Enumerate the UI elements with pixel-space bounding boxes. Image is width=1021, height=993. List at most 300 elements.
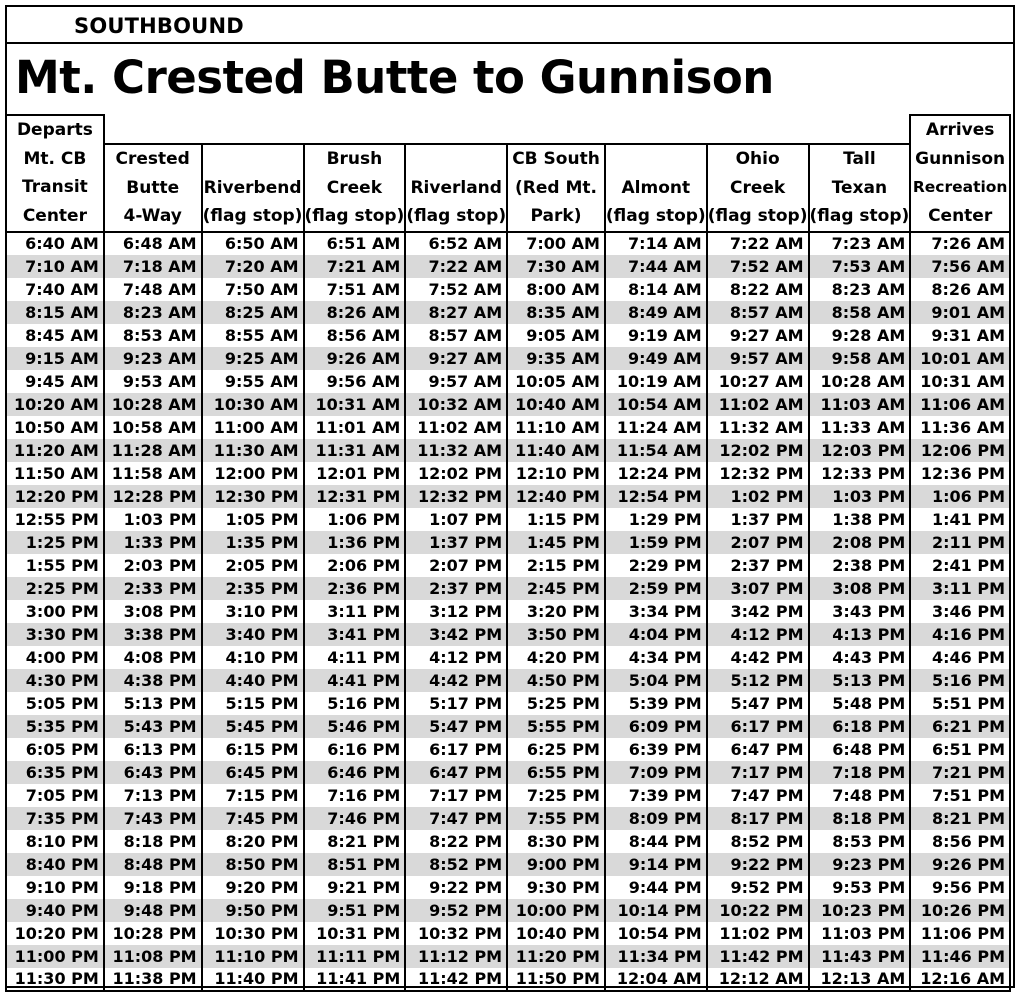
time-cell: 4:20 PM	[507, 646, 605, 669]
time-cell: 5:51 PM	[910, 692, 1010, 715]
time-cell: 11:54 AM	[605, 439, 707, 462]
header-line: Transit	[22, 177, 88, 197]
time-cell: 7:48 PM	[809, 784, 911, 807]
time-cell: 3:41 PM	[304, 623, 406, 646]
time-cell: 11:06 PM	[910, 922, 1010, 945]
time-cell: 11:24 AM	[605, 416, 707, 439]
header-line: Butte	[126, 177, 180, 198]
time-cell: 8:50 PM	[202, 853, 304, 876]
time-cell: 7:15 PM	[202, 784, 304, 807]
title-banner	[7, 44, 1013, 115]
time-cell: 2:29 PM	[605, 554, 707, 577]
time-cell: 12:12 AM	[707, 968, 809, 991]
route-title: Mt. Crested Butte to Gunnison	[15, 51, 774, 104]
time-cell: 6:47 PM	[405, 761, 507, 784]
time-cell: 7:18 PM	[809, 761, 911, 784]
time-cell: 1:35 PM	[202, 531, 304, 554]
time-cell: 10:50 AM	[6, 416, 104, 439]
header-line: Center	[22, 205, 87, 226]
time-cell: 1:02 PM	[707, 485, 809, 508]
time-cell: 11:50 PM	[507, 968, 605, 991]
time-cell: 3:30 PM	[6, 623, 104, 646]
time-cell: 9:10 PM	[6, 876, 104, 899]
time-cell: 1:15 PM	[507, 508, 605, 531]
schedule-header	[6, 115, 1010, 232]
time-cell: 4:08 PM	[104, 646, 202, 669]
time-cell: 8:20 PM	[202, 830, 304, 853]
time-cell: 4:43 PM	[809, 646, 911, 669]
time-cell: 5:46 PM	[304, 715, 406, 738]
time-cell: 7:17 PM	[405, 784, 507, 807]
time-cell: 7:09 PM	[605, 761, 707, 784]
time-cell: 9:45 AM	[6, 370, 104, 393]
time-cell: 11:20 PM	[507, 945, 605, 968]
time-cell: 8:56 AM	[304, 324, 406, 347]
time-cell: 12:16 AM	[910, 968, 1010, 991]
time-cell: 11:03 PM	[809, 922, 911, 945]
time-cell: 9:23 AM	[104, 347, 202, 370]
time-cell: 9:00 PM	[507, 853, 605, 876]
time-cell: 3:07 PM	[707, 577, 809, 600]
time-cell: 5:55 PM	[507, 715, 605, 738]
time-cell: 6:48 AM	[104, 232, 202, 255]
time-cell: 9:55 AM	[202, 370, 304, 393]
time-cell: 3:40 PM	[202, 623, 304, 646]
time-cell: 12:00 PM	[202, 462, 304, 485]
time-cell: 1:06 PM	[910, 485, 1010, 508]
header-line: 4-Way	[123, 206, 182, 226]
time-cell: 10:20 AM	[6, 393, 104, 416]
time-cell: 12:55 PM	[6, 508, 104, 531]
table-row	[6, 876, 1010, 899]
time-cell: 12:30 PM	[202, 485, 304, 508]
time-cell: 1:59 PM	[605, 531, 707, 554]
time-cell: 3:11 PM	[304, 600, 406, 623]
time-cell: 7:17 PM	[707, 761, 809, 784]
column-header-riverbend	[202, 144, 304, 232]
time-cell: 9:26 AM	[304, 347, 406, 370]
table-row	[6, 807, 1010, 830]
time-cell: 9:18 PM	[104, 876, 202, 899]
time-cell: 8:10 PM	[6, 830, 104, 853]
table-row	[6, 945, 1010, 968]
time-cell: 7:52 AM	[707, 255, 809, 278]
time-cell: 9:20 PM	[202, 876, 304, 899]
header-line: Riverland	[410, 177, 502, 198]
time-cell: 11:20 AM	[6, 439, 104, 462]
time-cell: 6:05 PM	[6, 738, 104, 761]
header-line: Center	[928, 205, 993, 226]
time-cell: 12:13 AM	[809, 968, 911, 991]
time-cell: 9:53 AM	[104, 370, 202, 393]
time-cell: 7:46 PM	[304, 807, 406, 830]
time-cell: 2:45 PM	[507, 577, 605, 600]
time-cell: 5:12 PM	[707, 669, 809, 692]
time-cell: 7:30 AM	[507, 255, 605, 278]
time-cell: 9:23 PM	[809, 853, 911, 876]
time-cell: 10:28 AM	[104, 393, 202, 416]
table-row	[6, 669, 1010, 692]
time-cell: 4:16 PM	[910, 623, 1010, 646]
table-row	[6, 255, 1010, 278]
time-cell: 11:32 AM	[405, 439, 507, 462]
time-cell: 4:50 PM	[507, 669, 605, 692]
time-cell: 4:40 PM	[202, 669, 304, 692]
time-cell: 5:16 PM	[910, 669, 1010, 692]
time-cell: 11:10 PM	[202, 945, 304, 968]
column-header-tall-texan	[809, 144, 911, 232]
time-cell: 2:38 PM	[809, 554, 911, 577]
time-cell: 5:17 PM	[405, 692, 507, 715]
time-cell: 9:22 PM	[707, 853, 809, 876]
time-cell: 11:12 PM	[405, 945, 507, 968]
time-cell: 9:52 PM	[707, 876, 809, 899]
table-row	[6, 301, 1010, 324]
table-row	[6, 393, 1010, 416]
time-cell: 8:57 AM	[405, 324, 507, 347]
time-cell: 10:28 AM	[809, 370, 911, 393]
header-line: (flag stop)	[304, 206, 405, 226]
time-cell: 3:08 PM	[104, 600, 202, 623]
time-cell: 8:09 PM	[605, 807, 707, 830]
time-cell: 8:00 AM	[507, 278, 605, 301]
time-cell: 9:27 AM	[405, 347, 507, 370]
time-cell: 6:35 PM	[6, 761, 104, 784]
time-cell: 1:45 PM	[507, 531, 605, 554]
time-cell: 8:30 PM	[507, 830, 605, 853]
table-row	[6, 646, 1010, 669]
time-cell: 11:02 AM	[405, 416, 507, 439]
table-row	[6, 278, 1010, 301]
time-cell: 6:40 AM	[6, 232, 104, 255]
table-row	[6, 508, 1010, 531]
column-header-crested-butte-4-way	[104, 144, 202, 232]
time-cell: 7:44 AM	[605, 255, 707, 278]
time-cell: 11:08 PM	[104, 945, 202, 968]
header-spacer	[104, 115, 911, 144]
schedule-sheet	[5, 5, 1015, 988]
time-cell: 2:03 PM	[104, 554, 202, 577]
time-cell: 6:55 PM	[507, 761, 605, 784]
time-cell: 8:22 PM	[405, 830, 507, 853]
table-row	[6, 853, 1010, 876]
time-cell: 8:45 AM	[6, 324, 104, 347]
direction-label: SOUTHBOUND	[74, 14, 244, 38]
time-cell: 2:33 PM	[104, 577, 202, 600]
time-cell: 4:42 PM	[405, 669, 507, 692]
time-cell: 3:10 PM	[202, 600, 304, 623]
time-cell: 8:26 AM	[304, 301, 406, 324]
table-row	[6, 347, 1010, 370]
time-cell: 5:16 PM	[304, 692, 406, 715]
time-cell: 1:37 PM	[405, 531, 507, 554]
header-line: Creek	[326, 177, 383, 198]
time-cell: 10:20 PM	[6, 922, 104, 945]
time-cell: 6:13 PM	[104, 738, 202, 761]
time-cell: 11:28 AM	[104, 439, 202, 462]
time-cell: 5:35 PM	[6, 715, 104, 738]
time-cell: 4:38 PM	[104, 669, 202, 692]
time-cell: 8:52 PM	[405, 853, 507, 876]
time-cell: 7:52 AM	[405, 278, 507, 301]
time-cell: 12:01 PM	[304, 462, 406, 485]
time-cell: 8:49 AM	[605, 301, 707, 324]
time-cell: 12:20 PM	[6, 485, 104, 508]
header-line: Ohio	[735, 149, 780, 169]
time-cell: 6:46 PM	[304, 761, 406, 784]
time-cell: 3:08 PM	[809, 577, 911, 600]
time-cell: 9:56 AM	[304, 370, 406, 393]
time-cell: 10:31 AM	[910, 370, 1010, 393]
time-cell: 8:48 PM	[104, 853, 202, 876]
time-cell: 2:59 PM	[605, 577, 707, 600]
time-cell: 10:32 PM	[405, 922, 507, 945]
time-cell: 7:22 AM	[707, 232, 809, 255]
time-cell: 8:17 PM	[707, 807, 809, 830]
column-header-cb-south	[507, 144, 605, 232]
time-cell: 9:01 AM	[910, 301, 1010, 324]
time-cell: 9:50 PM	[202, 899, 304, 922]
table-row	[6, 692, 1010, 715]
time-cell: 8:56 PM	[910, 830, 1010, 853]
time-cell: 3:38 PM	[104, 623, 202, 646]
time-cell: 10:00 PM	[507, 899, 605, 922]
header-line: Gunnison	[915, 148, 1006, 169]
time-cell: 11:43 PM	[809, 945, 911, 968]
time-cell: 7:39 PM	[605, 784, 707, 807]
time-cell: 12:33 PM	[809, 462, 911, 485]
time-cell: 12:54 PM	[605, 485, 707, 508]
time-cell: 7:22 AM	[405, 255, 507, 278]
time-cell: 8:14 AM	[605, 278, 707, 301]
time-cell: 9:31 AM	[910, 324, 1010, 347]
time-cell: 7:16 PM	[304, 784, 406, 807]
time-cell: 1:33 PM	[104, 531, 202, 554]
time-cell: 2:08 PM	[809, 531, 911, 554]
time-cell: 8:40 PM	[6, 853, 104, 876]
time-cell: 7:55 PM	[507, 807, 605, 830]
time-cell: 11:36 AM	[910, 416, 1010, 439]
time-cell: 4:13 PM	[809, 623, 911, 646]
time-cell: 10:54 PM	[605, 922, 707, 945]
time-cell: 4:34 PM	[605, 646, 707, 669]
time-cell: 11:46 PM	[910, 945, 1010, 968]
time-cell: 7:00 AM	[507, 232, 605, 255]
time-cell: 1:29 PM	[605, 508, 707, 531]
time-cell: 7:56 AM	[910, 255, 1010, 278]
time-cell: 1:36 PM	[304, 531, 406, 554]
header-line: Texan	[831, 177, 888, 198]
time-cell: 1:38 PM	[809, 508, 911, 531]
header-line: Riverbend	[203, 177, 302, 198]
time-cell: 8:57 AM	[707, 301, 809, 324]
header-line: Creek	[729, 177, 786, 198]
time-cell: 9:40 PM	[6, 899, 104, 922]
column-header-departs-mt-cb	[6, 115, 104, 232]
header-line: Crested	[115, 149, 190, 169]
time-cell: 5:25 PM	[507, 692, 605, 715]
time-cell: 7:21 PM	[910, 761, 1010, 784]
time-cell: 8:25 AM	[202, 301, 304, 324]
time-cell: 12:32 PM	[405, 485, 507, 508]
time-cell: 3:42 PM	[405, 623, 507, 646]
time-cell: 8:51 PM	[304, 853, 406, 876]
table-row	[6, 784, 1010, 807]
time-cell: 4:12 PM	[707, 623, 809, 646]
time-cell: 11:42 PM	[405, 968, 507, 991]
column-header-arrives-gunnison	[910, 115, 1010, 232]
time-cell: 9:57 AM	[707, 347, 809, 370]
table-row	[6, 600, 1010, 623]
time-cell: 9:56 PM	[910, 876, 1010, 899]
time-cell: 2:36 PM	[304, 577, 406, 600]
time-cell: 12:10 PM	[507, 462, 605, 485]
table-row	[6, 416, 1010, 439]
table-row	[6, 531, 1010, 554]
time-cell: 9:27 AM	[707, 324, 809, 347]
time-cell: 6:25 PM	[507, 738, 605, 761]
time-cell: 1:41 PM	[910, 508, 1010, 531]
time-cell: 5:13 PM	[809, 669, 911, 692]
time-cell: 9:49 AM	[605, 347, 707, 370]
time-cell: 2:37 PM	[707, 554, 809, 577]
time-cell: 3:20 PM	[507, 600, 605, 623]
time-cell: 9:44 PM	[605, 876, 707, 899]
time-cell: 7:10 AM	[6, 255, 104, 278]
time-cell: 9:05 AM	[507, 324, 605, 347]
time-cell: 10:26 PM	[910, 899, 1010, 922]
time-cell: 7:50 AM	[202, 278, 304, 301]
time-cell: 8:55 AM	[202, 324, 304, 347]
header-line: (flag stop)	[605, 206, 706, 226]
time-cell: 6:51 AM	[304, 232, 406, 255]
header-line: (Red Mt.	[515, 177, 597, 198]
header-line: Brush	[326, 149, 383, 169]
time-cell: 7:20 AM	[202, 255, 304, 278]
time-cell: 2:35 PM	[202, 577, 304, 600]
time-cell: 8:27 AM	[405, 301, 507, 324]
time-cell: 10:54 AM	[605, 393, 707, 416]
time-cell: 7:45 PM	[202, 807, 304, 830]
time-cell: 8:18 PM	[104, 830, 202, 853]
time-cell: 3:12 PM	[405, 600, 507, 623]
time-cell: 12:02 PM	[707, 439, 809, 462]
time-cell: 10:32 AM	[405, 393, 507, 416]
time-cell: 5:13 PM	[104, 692, 202, 715]
time-cell: 11:33 AM	[809, 416, 911, 439]
time-cell: 11:06 AM	[910, 393, 1010, 416]
time-cell: 11:01 AM	[304, 416, 406, 439]
time-cell: 10:30 PM	[202, 922, 304, 945]
time-cell: 6:16 PM	[304, 738, 406, 761]
time-cell: 6:45 PM	[202, 761, 304, 784]
time-cell: 5:05 PM	[6, 692, 104, 715]
time-cell: 11:02 PM	[707, 922, 809, 945]
time-cell: 11:41 PM	[304, 968, 406, 991]
time-cell: 9:25 AM	[202, 347, 304, 370]
time-cell: 11:03 AM	[809, 393, 911, 416]
time-cell: 3:34 PM	[605, 600, 707, 623]
time-cell: 4:46 PM	[910, 646, 1010, 669]
time-cell: 4:00 PM	[6, 646, 104, 669]
time-cell: 10:31 PM	[304, 922, 406, 945]
table-row	[6, 462, 1010, 485]
time-cell: 11:30 AM	[202, 439, 304, 462]
time-cell: 6:21 PM	[910, 715, 1010, 738]
time-cell: 5:39 PM	[605, 692, 707, 715]
direction-banner	[7, 7, 1013, 44]
table-row	[6, 623, 1010, 646]
time-cell: 4:42 PM	[707, 646, 809, 669]
time-cell: 11:34 PM	[605, 945, 707, 968]
time-cell: 6:17 PM	[707, 715, 809, 738]
time-cell: 11:58 AM	[104, 462, 202, 485]
time-cell: 7:47 PM	[707, 784, 809, 807]
time-cell: 12:03 PM	[809, 439, 911, 462]
time-cell: 6:48 PM	[809, 738, 911, 761]
time-cell: 11:50 AM	[6, 462, 104, 485]
table-row	[6, 324, 1010, 347]
time-cell: 10:27 AM	[707, 370, 809, 393]
time-cell: 4:04 PM	[605, 623, 707, 646]
time-cell: 4:11 PM	[304, 646, 406, 669]
time-cell: 11:42 PM	[707, 945, 809, 968]
time-cell: 10:22 PM	[707, 899, 809, 922]
column-header-ohio-creek	[707, 144, 809, 232]
time-cell: 7:25 PM	[507, 784, 605, 807]
time-cell: 6:51 PM	[910, 738, 1010, 761]
time-cell: 8:23 AM	[104, 301, 202, 324]
time-cell: 9:48 PM	[104, 899, 202, 922]
schedule-body	[6, 232, 1010, 991]
table-row	[6, 922, 1010, 945]
time-cell: 3:46 PM	[910, 600, 1010, 623]
schedule-table	[5, 114, 1011, 992]
time-cell: 4:30 PM	[6, 669, 104, 692]
time-cell: 7:51 PM	[910, 784, 1010, 807]
time-cell: 6:50 AM	[202, 232, 304, 255]
time-cell: 7:40 AM	[6, 278, 104, 301]
time-cell: 6:09 PM	[605, 715, 707, 738]
table-row	[6, 830, 1010, 853]
time-cell: 4:10 PM	[202, 646, 304, 669]
time-cell: 10:40 AM	[507, 393, 605, 416]
time-cell: 7:18 AM	[104, 255, 202, 278]
time-cell: 9:21 PM	[304, 876, 406, 899]
time-cell: 12:06 PM	[910, 439, 1010, 462]
time-cell: 11:00 AM	[202, 416, 304, 439]
table-row	[6, 439, 1010, 462]
time-cell: 9:52 PM	[405, 899, 507, 922]
header-line: Almont	[621, 177, 691, 198]
time-cell: 11:10 AM	[507, 416, 605, 439]
time-cell: 11:02 AM	[707, 393, 809, 416]
time-cell: 10:14 PM	[605, 899, 707, 922]
time-cell: 11:38 PM	[104, 968, 202, 991]
table-row	[6, 968, 1010, 991]
time-cell: 7:48 AM	[104, 278, 202, 301]
time-cell: 11:31 AM	[304, 439, 406, 462]
time-cell: 3:11 PM	[910, 577, 1010, 600]
time-cell: 8:26 AM	[910, 278, 1010, 301]
time-cell: 5:47 PM	[707, 692, 809, 715]
time-cell: 8:22 AM	[707, 278, 809, 301]
header-line: (flag stop)	[707, 206, 808, 226]
time-cell: 3:50 PM	[507, 623, 605, 646]
time-cell: 11:30 PM	[6, 968, 104, 991]
time-cell: 11:32 AM	[707, 416, 809, 439]
time-cell: 6:17 PM	[405, 738, 507, 761]
